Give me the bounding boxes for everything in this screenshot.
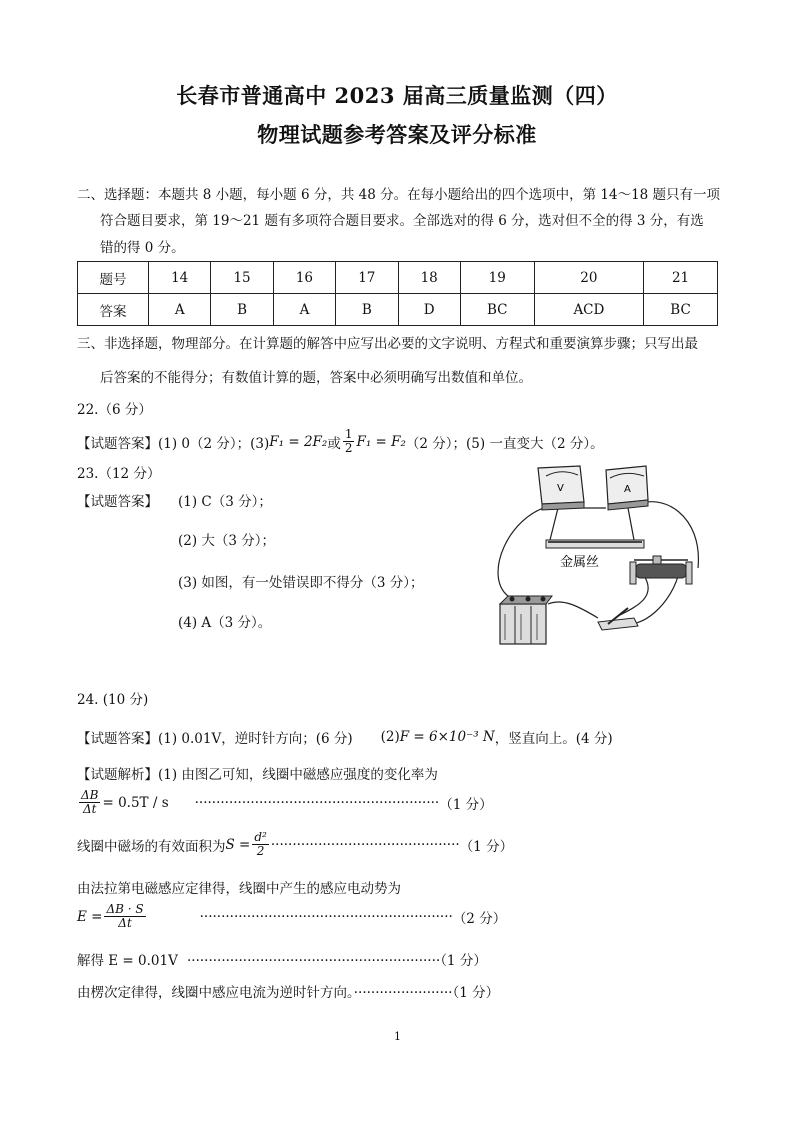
q24-eq2-dots: ············································ xyxy=(270,836,460,853)
wire xyxy=(628,508,634,540)
table-cell: BC xyxy=(460,294,534,326)
q24-eq4-dots: ··························································· xyxy=(187,953,441,969)
page-number: 1 xyxy=(394,1030,401,1043)
wire xyxy=(548,602,598,618)
q22-fraction-num: 1 xyxy=(344,427,353,441)
q24-eq1-fraction xyxy=(79,789,100,816)
table-cell: 15 xyxy=(211,262,273,294)
sec3-line1: 三、非选择题，物理部分。在计算题的解答中应写出必要的文字说明、方程式和重要演算步骤；只写出最 xyxy=(77,336,698,352)
q23-item-4: (4) A（3 分）。 xyxy=(178,615,272,631)
table-cell: B xyxy=(336,294,398,326)
table-cell: ACD xyxy=(534,294,643,326)
q24-eq1 xyxy=(77,789,493,816)
table-cell: A xyxy=(149,294,211,326)
q23-item-3: (3) 如图，有一处错误即不得分（3 分）； xyxy=(178,575,424,591)
q24-analysis-label: 【试题解析】 xyxy=(77,767,158,783)
sec3-line2: 后答案的不能得分；有数值计算的题，答案中必须明确写出数值和单位。 xyxy=(100,370,532,386)
table-label-number: 题号 xyxy=(78,262,149,294)
title-main: 长春市普通高中 2023 届高三质量监测（四） xyxy=(176,83,618,108)
switch xyxy=(598,608,638,630)
q24-eq1-num: ΔB xyxy=(81,788,99,802)
table-cell: BC xyxy=(644,294,718,326)
q24-heading: 24. (10 分) xyxy=(77,692,149,708)
wire xyxy=(550,508,558,540)
q24-eq2-pre: S = xyxy=(225,836,251,853)
q24-eq2-score: （1 分） xyxy=(459,838,514,855)
q23-item-1: (1) C（3 分）； xyxy=(178,494,272,510)
q24-lenz-text: 由楞次定律得，线圈中感应电流为逆时针方向。 xyxy=(77,985,354,1001)
table-cell: 19 xyxy=(460,262,534,294)
q24-eq1-rest: = 0.5T / s xyxy=(102,794,169,811)
q24-eq3-den: Δt xyxy=(118,916,132,930)
answer-table xyxy=(77,261,718,326)
q24-answer-label: 【试题答案】 xyxy=(77,731,158,747)
q24-answer-2-formula: F = 6×10⁻³ N xyxy=(399,729,495,745)
q24-answer-2-post: ，竖直向上。(4 分) xyxy=(494,731,613,747)
sec2-line3: 错的得 0 分。 xyxy=(100,240,185,256)
q24-answer-2-pre: (2) xyxy=(380,729,400,745)
table-cell: B xyxy=(211,294,273,326)
battery-pack xyxy=(500,596,552,644)
q24-analysis xyxy=(77,763,438,783)
q24-answer xyxy=(77,727,613,747)
table-cell: D xyxy=(398,294,460,326)
rheostat xyxy=(630,556,692,584)
ammeter-label: A xyxy=(624,484,631,495)
q24-analysis-1: (1) 由图乙可知，线圈中磁感应强度的变化率为 xyxy=(158,767,438,783)
table-cell: 17 xyxy=(336,262,398,294)
table-cell: 16 xyxy=(273,262,335,294)
wire xyxy=(498,506,550,605)
q23-heading: 23.（12 分） xyxy=(77,466,161,482)
table-cell: A xyxy=(273,294,335,326)
table-cell: 20 xyxy=(534,262,643,294)
q24-eq4-score: （1 分） xyxy=(440,953,487,969)
sec2-line2: 符合题目要求，第 19～21 题有多项符合题目要求。全部选对的得 6 分，选对但不全的得 3 分，有选 xyxy=(100,213,704,229)
q24-eq3 xyxy=(77,903,506,930)
metal-wire-board xyxy=(546,540,644,548)
q22-answer xyxy=(77,428,604,455)
q22-formula-2: F₁ = F₂ xyxy=(356,433,406,450)
q23-item-2: (2) 大（3 分）； xyxy=(178,533,276,549)
voltmeter xyxy=(538,466,584,510)
table-row-answers xyxy=(78,294,718,326)
q24-eq1-dots: ························································· xyxy=(194,794,440,811)
q24-eq3-dots: ··························································· xyxy=(199,908,453,925)
q24-eq2-fraction xyxy=(252,831,269,858)
q22-fraction-den: 2 xyxy=(344,441,353,455)
sec2-line1: 二、选择题：本题共 8 小题，每小题 6 分，共 48 分。在每小题给出的四个选项中，第 14～18 题只有一项 xyxy=(77,187,721,203)
q22-answer-part1: 【试题答案】(1) 0（2 分）；(3) xyxy=(77,435,270,452)
q24-eq4 xyxy=(77,949,487,969)
q22-fraction xyxy=(343,428,355,455)
table-cell: 21 xyxy=(644,262,718,294)
q24-emf-line: 由法拉第电磁感应定律得，线圈中产生的感应电动势为 xyxy=(77,881,401,897)
voltmeter-label: V xyxy=(557,483,564,494)
q24-eq2-num: d² xyxy=(254,830,267,844)
q24-eq3-score: （2 分） xyxy=(452,910,507,927)
q22-or: 或 xyxy=(327,435,341,452)
table-cell: 18 xyxy=(398,262,460,294)
q24-eq3-num: ΔB · S xyxy=(106,902,144,916)
circuit-figure xyxy=(488,456,730,654)
q22-answer-part2: （2 分）；(5) 一直变大（2 分）。 xyxy=(405,435,604,452)
q22-heading: 22.（6 分） xyxy=(77,402,152,418)
table-cell: 14 xyxy=(149,262,211,294)
q24-eq4-text: 解得 E = 0.01V xyxy=(77,953,178,969)
q24-eq2-den: 2 xyxy=(256,844,265,858)
q24-eq2 xyxy=(77,831,513,858)
q24-lenz-score: （1 分） xyxy=(452,985,500,1001)
q24-lenz-dots: ······················· xyxy=(353,985,453,1001)
q24-eq3-pre: E = xyxy=(77,908,103,925)
q24-eq3-fraction xyxy=(104,903,145,930)
q24-lenz xyxy=(77,981,499,1001)
q24-eq1-den: Δt xyxy=(82,802,97,816)
wire xyxy=(634,502,698,568)
q22-formula-1: F₁ = 2F₂ xyxy=(269,433,328,450)
q24-eq2-text: 线圈中磁场的有效面积为 xyxy=(77,838,226,855)
ammeter xyxy=(606,466,648,510)
table-label-answer: 答案 xyxy=(78,294,149,326)
q23-answer-label: 【试题答案】 xyxy=(77,494,158,510)
metal-wire-label: 金属丝 xyxy=(560,555,600,570)
q24-answer-1: (1) 0.01V，逆时针方向；(6 分) xyxy=(158,731,353,747)
table-row-numbers xyxy=(78,262,718,294)
q24-eq1-score: （1 分） xyxy=(439,796,493,813)
title-sub: 物理试题参考答案及评分标准 xyxy=(257,122,537,147)
